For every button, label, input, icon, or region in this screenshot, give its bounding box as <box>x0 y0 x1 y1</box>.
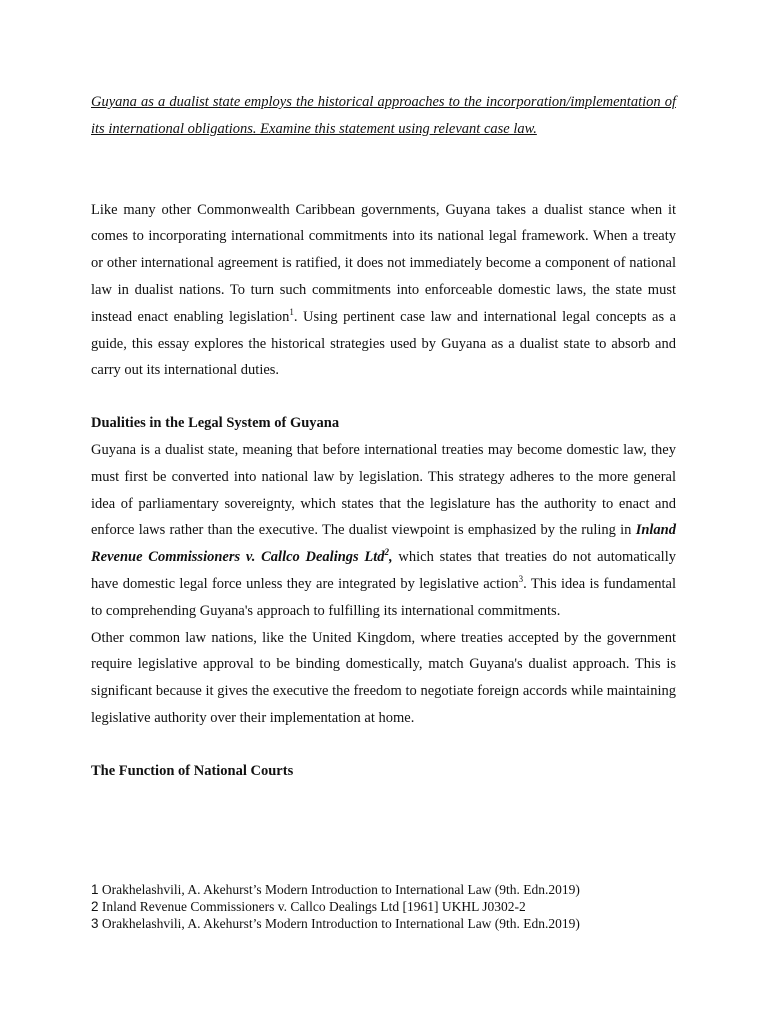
footnote-ref-1[interactable]: 1 <box>289 306 294 317</box>
intro-text-2: . Using pertinent case law and international legal concepts as a guide, this essay explores the historical strategies used by Guyana as a dualist state to absorb and carry out its international duties. <box>91 308 676 379</box>
footnote-text: Orakhelashvili, A. Akehurst’s Modern Introduction to International Law (9th. Edn.2019) <box>101 882 580 897</box>
intro-paragraph <box>91 197 676 385</box>
document-body <box>91 89 676 785</box>
case-comma: , <box>389 549 393 566</box>
footnotes <box>91 881 691 932</box>
footnote-number: 3 <box>91 916 99 931</box>
case-name: Inland Revenue Commissioners v. Callco Dealings Ltd <box>91 522 676 566</box>
dualities-text-1: Guyana is a dualist state, meaning that before international treaties may become domestic law, they must first be converted into national law by legislation. This strategy adheres to the more general idea of parliamentary sovereignty, which states that the legislature has the authority to enact and enforce laws rather than the executive. The dualist viewpoint is emphasized by the ruling in <box>91 441 676 539</box>
dualities-text-3: . This idea is fundamental to comprehending Guyana's approach to fulfilling its international commitments. <box>91 575 676 619</box>
footnote-item <box>91 915 691 932</box>
footnote-ref-3[interactable]: 3 <box>518 574 524 585</box>
essay-question-title: Guyana as a dualist state employs the historical approaches to the incorporation/implementation of its international obligations. Examine this statement using relevant case law. <box>91 94 676 137</box>
footnote-text: Inland Revenue Commissioners v. Callco Dealings Ltd [1961] UKHL J0302-2 <box>101 899 526 914</box>
dualities-text-2: which states that treaties do not automatically have domestic legal force unless they are integrated by legislative action <box>91 549 676 592</box>
dualities-paragraph-2: Other common law nations, like the United Kingdom, where treaties accepted by the government require legislative approval to be binding domestically, match Guyana's dualist approach. This is significant because it gives the executive the freedom to negotiate foreign accords while maintaining legislative authority over their implementation at home. <box>91 629 676 726</box>
footnote-ref-2[interactable]: 2 <box>384 547 390 558</box>
footnote-number: 2 <box>91 899 99 914</box>
footnote-item <box>91 898 691 915</box>
dualities-paragraph-1 <box>91 437 676 625</box>
footnote-number: 1 <box>91 882 99 897</box>
footnote-item <box>91 881 691 898</box>
footnote-text: Orakhelashvili, A. Akehurst’s Modern Introduction to International Law (9th. Edn.2019) <box>101 916 580 931</box>
section-heading-national-courts: The Function of National Courts <box>91 762 294 779</box>
intro-text-1: Like many other Commonwealth Caribbean governments, Guyana takes a dualist stance when it comes to incorporating international commitments into its national legal framework. When a treaty or other international agreement is ratified, it does not immediately become a component of national law in dualist nations. To turn such commitments into enforceable domestic laws, the state must instead enact enabling legislation <box>91 201 676 325</box>
section-heading-dualities: Dualities in the Legal System of Guyana <box>91 415 340 432</box>
